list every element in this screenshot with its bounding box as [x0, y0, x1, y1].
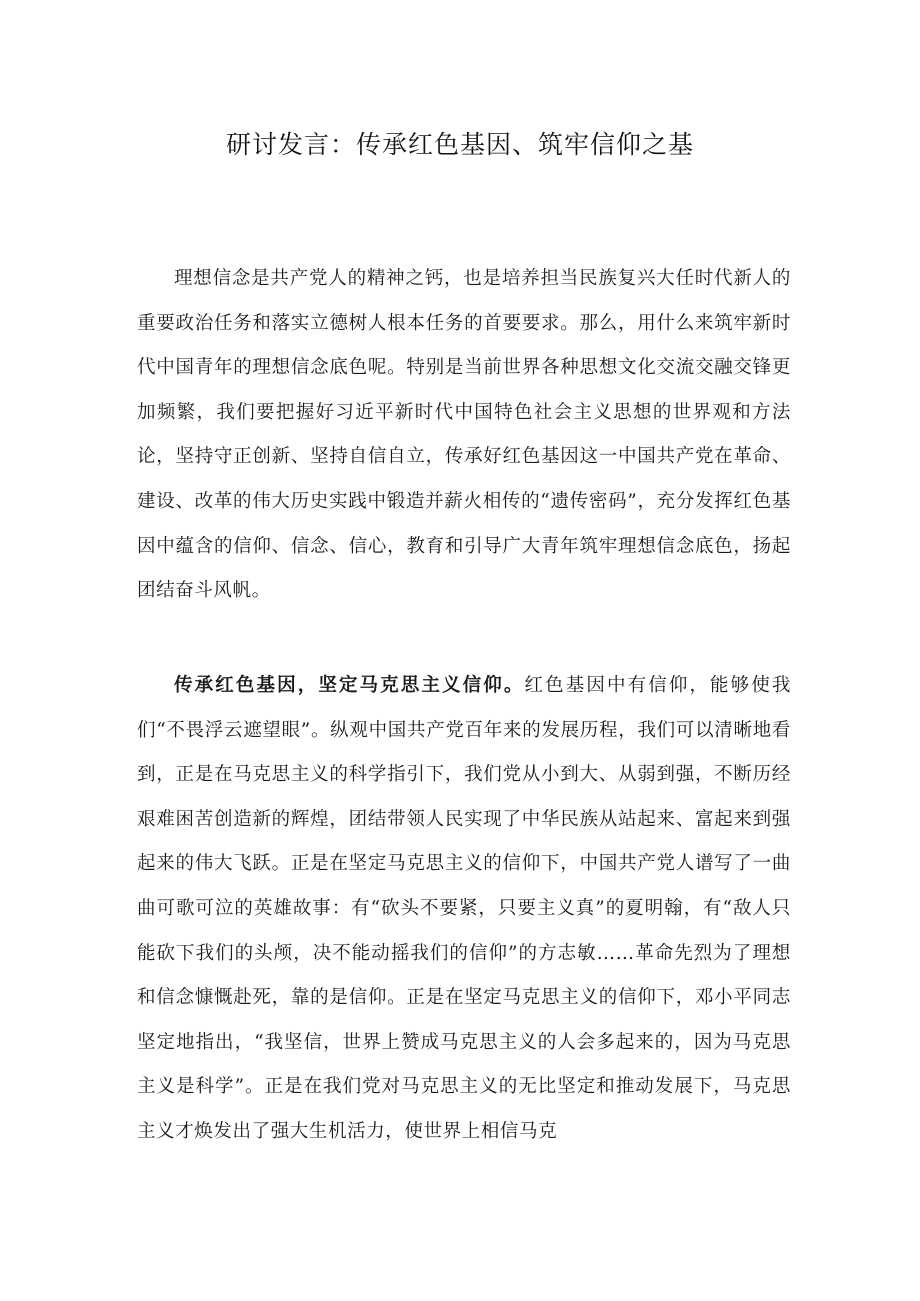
document-title: 研讨发言：传承红色基因、筑牢信仰之基	[225, 130, 694, 159]
paragraph-marxism-belief-text: 红色基因中有信仰，能够使我们“不畏浮云遮望眼”。纵观中国共产党百年来的发展历程，我们可以清晰地看到，正是在马克思主义的科学指引下，我们党从小到大、从弱到强，不断历经艰难困苦创造新的辉煌，团结带领人民实现了中华民族从站起来、富起来到强起来的伟大飞跃。正是在坚定马克思主义的信仰下，中国共产党人谱写了一曲曲可歌可泣的英雄故事：有“砍头不要紧，只要主义真”的夏明翰，有“敌人只能砍下我们的头颅，决不能动摇我们的信仰”的方志敏……革命先烈为了理想和信念慷慨赴死，靠的是信仰。正是在坚定马克思主义的信仰下，邓小平同志坚定地指出，“我坚信，世界上赞成马克思主义的人会多起来的，因为马克思主义是科学”。正是在我们党对马克思主义的无比坚定和推动发展下，马克思主义才焕发出了强大生机活力，使世界上相信马克	[137, 675, 792, 1142]
paragraph-intro-text: 理想信念是共产党人的精神之钙，也是培养担当民族复兴大任时代新人的重要政治任务和落实立德树人根本任务的首要要求。那么，用什么来筑牢新时代中国青年的理想信念底色呢。特别是当前世界各种思想文化交流交融交锋更加频繁，我们要把握好习近平新时代中国特色社会主义思想的世界观和方法论，坚持守正创新、坚持自信自立，传承好红色基因这一中国共产党在革命、建设、改革的伟大历史实践中锻造并薪火相传的“遗传密码”，充分发挥红色基因中蕴含的信仰、信念、信心，教育和引导广大青年筑牢理想信念底色，扬起团结奋斗风帆。	[137, 268, 791, 602]
paragraph-marxism-belief	[137, 664, 791, 1155]
paragraph-intro	[137, 257, 791, 614]
paragraph-lead-heading: 传承红色基因，坚定马克思主义信仰。	[174, 675, 525, 696]
